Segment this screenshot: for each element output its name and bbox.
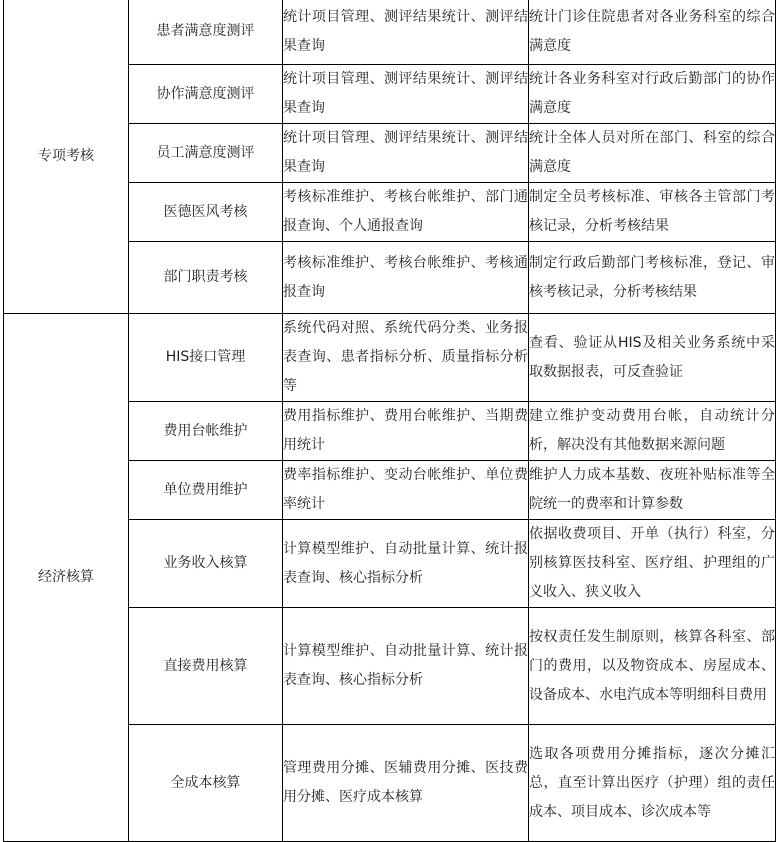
description-cell: 维护人力成本基数、夜班补贴标准等全院统一的费率和计算参数: [529, 461, 776, 520]
module-name-cell: 协作满意度测评: [129, 65, 283, 124]
category-cell: 专项考核: [4, 0, 129, 314]
functions-cell: 管理费用分摊、医辅费用分摊、医技费用分摊、医疗成本核算: [283, 725, 529, 842]
description-cell: 制定全员考核标准、审核各主管部门考核记录，分析考核结果: [529, 183, 776, 242]
module-name-cell: 费用台帐维护: [129, 402, 283, 461]
module-name-cell: 部门职责考核: [129, 242, 283, 314]
functions-cell: 计算模型维护、自动批量计算、统计报表查询、核心指标分析: [283, 608, 529, 725]
description-cell: 统计全体人员对所在部门、科室的综合满意度: [529, 124, 776, 183]
module-name-cell: 医德医风考核: [129, 183, 283, 242]
description-cell: 统计门诊住院患者对各业务科室的综合满意度: [529, 0, 776, 65]
module-name-cell: 全成本核算: [129, 725, 283, 842]
functions-cell: 计算模型维护、自动批量计算、统计报表查询、核心指标分析: [283, 520, 529, 608]
description-cell: 查看、验证从HIS及相关业务系统中采取数据报表，可反查验证: [529, 314, 776, 402]
description-cell: 建立维护变动费用台帐，自动统计分析，解决没有其他数据来源问题: [529, 402, 776, 461]
module-name-cell: 直接费用核算: [129, 608, 283, 725]
module-name-cell: 单位费用维护: [129, 461, 283, 520]
table-row: [4, 0, 776, 65]
functions-cell: 统计项目管理、测评结果统计、测评结果查询: [283, 124, 529, 183]
module-name-cell: 患者满意度测评: [129, 0, 283, 65]
functions-cell: 考核标准维护、考核台帐维护、部门通报查询、个人通报查询: [283, 183, 529, 242]
functions-cell: 系统代码对照、系统代码分类、业务报表查询、患者指标分析、质量指标分析等: [283, 314, 529, 402]
functions-cell: 统计项目管理、测评结果统计、测评结果查询: [283, 65, 529, 124]
description-cell: 依据收费项目、开单（执行）科室，分别核算医技科室、医疗组、护理组的广义收入、狭义收入: [529, 520, 776, 608]
description-cell: 按权责任发生制原则，核算各科室、部门的费用，以及物资成本、房屋成本、设备成本、水电汽成本等明细科目费用: [529, 608, 776, 725]
functions-cell: 考核标准维护、考核台帐维护、考核通报查询: [283, 242, 529, 314]
functions-cell: 统计项目管理、测评结果统计、测评结果查询: [283, 0, 529, 65]
function-table: [3, 0, 776, 842]
functions-cell: 费率指标维护、变动台帐维护、单位费率统计: [283, 461, 529, 520]
functions-cell: 费用指标维护、费用台帐维护、当期费用统计: [283, 402, 529, 461]
module-name-cell: 业务收入核算: [129, 520, 283, 608]
description-cell: 统计各业务科室对行政后勤部门的协作满意度: [529, 65, 776, 124]
table-row: [4, 314, 776, 402]
description-cell: 制定行政后勤部门考核标准，登记、审核考核记录，分析考核结果: [529, 242, 776, 314]
module-name-cell: 员工满意度测评: [129, 124, 283, 183]
description-cell: 选取各项费用分摊指标，逐次分摊汇总，直至计算出医疗（护理）组的责任成本、项目成本、诊次成本等: [529, 725, 776, 842]
module-name-cell: HIS接口管理: [129, 314, 283, 402]
category-cell: 经济核算: [4, 314, 129, 842]
